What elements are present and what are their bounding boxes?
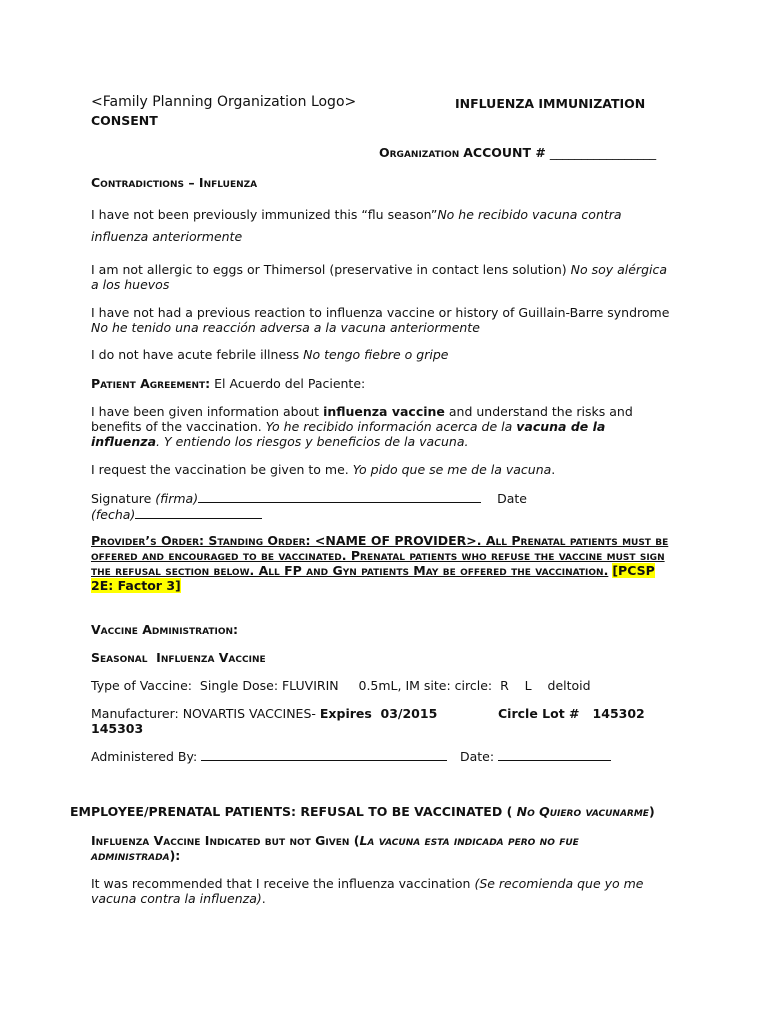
contraindications-heading: Contradictions – Influenza xyxy=(91,175,258,190)
agreement-heading-en: Patient Agreement: xyxy=(91,376,211,391)
text: . xyxy=(261,891,266,906)
fecha-row xyxy=(91,506,671,522)
vaccine-type-line: Type of Vaccine: Single Dose: FLUVIRIN 0.5mL, IM site: circle: R L deltoid xyxy=(91,678,591,693)
item-text-es: No he recibido vacuna contra influenza anteriormente xyxy=(91,207,622,244)
account-blank[interactable]: _________________ xyxy=(549,145,657,160)
date-line[interactable] xyxy=(135,506,262,519)
item-text-es: No soy alérgica a los huevos xyxy=(91,262,668,292)
text: . Y entiendo los riesgos y beneficios de la vacuna. xyxy=(156,434,469,449)
refusal-subheading xyxy=(91,833,671,863)
lot-number-2: 145303 xyxy=(91,721,144,736)
refusal-heading-es: No Quiero vacunarme xyxy=(516,804,649,819)
refusal-sub-en: Influenza Vaccine Indicated but not Given ( xyxy=(91,833,360,848)
form-title: INFLUENZA IMMUNIZATION xyxy=(455,96,646,111)
form-title-continued: CONSENT xyxy=(91,113,158,128)
administered-by-line[interactable] xyxy=(201,748,447,761)
manufacturer-label: Manufacturer: NOVARTIS VACCINES- xyxy=(91,706,320,721)
providers-order-text: Provider’s Order: Standing Order: <NAME OF PROVIDER>. All Prenatal patients must be offered and encouraged to be vaccinated. Prenatal patients who refuse the vaccine must sign the refusal section below. All FP and Gyn patients May be offered the vaccination. xyxy=(91,533,669,578)
admin-date-row xyxy=(460,748,611,764)
org-label: Organization xyxy=(379,145,460,160)
text: It was recommended that I receive the influenza vaccination xyxy=(91,876,475,891)
text: vacuna de la influenza xyxy=(91,419,606,449)
expires: Expires 03/2015 xyxy=(319,706,438,721)
refusal-paragraph xyxy=(91,876,671,906)
item-text-es: No he tenido una reacción adversa a la vacuna anteriormente xyxy=(91,320,480,335)
text: ) xyxy=(648,804,655,819)
contraindication-item-4 xyxy=(91,347,671,362)
logo-placeholder: <Family Planning Organization Logo> xyxy=(91,94,357,110)
text: . xyxy=(551,462,556,477)
text: and understand the risks and benefits of the vaccination. xyxy=(91,404,633,434)
account-label: ACCOUNT # xyxy=(463,145,546,160)
item-text-es: No tengo fiebre o gripe xyxy=(303,347,449,362)
fecha-label: (fecha) xyxy=(91,507,136,522)
refusal-sub-es: La vacuna esta indicada pero no fue administrada xyxy=(91,833,579,863)
text: I have been given information about xyxy=(91,404,324,419)
text: Yo he recibido información acerca de la xyxy=(265,419,517,434)
item-text-en: I have not had a previous reaction to influenza vaccine or history of Guillain-Barre syndrome xyxy=(91,305,670,320)
text: Yo pido que se me de la vacuna xyxy=(352,462,552,477)
agreement-paragraph xyxy=(91,404,671,449)
contraindication-item-3 xyxy=(91,305,671,335)
providers-order xyxy=(91,533,681,593)
agreement-heading-es: El Acuerdo del Paciente: xyxy=(210,376,366,391)
circle-lot: Circle Lot # 145302 xyxy=(498,706,645,721)
date-label: Date xyxy=(497,491,527,506)
contraindication-item-1 xyxy=(91,204,671,248)
patient-agreement-heading xyxy=(91,376,671,391)
request-paragraph xyxy=(91,462,671,477)
text: influenza vaccine xyxy=(323,404,445,419)
vaccine-admin-heading: Vaccine Administration: xyxy=(91,622,239,637)
text: I request the vaccination be given to me. xyxy=(91,462,353,477)
signature-line[interactable] xyxy=(198,490,481,503)
admin-date-label: Date: xyxy=(460,749,499,764)
item-text-en: I have not been previously immunized this “flu season” xyxy=(91,207,438,222)
text: (Se recomienda que yo me vacuna contra la influenza) xyxy=(91,876,644,906)
seasonal-vaccine-heading: Seasonal Influenza Vaccine xyxy=(91,650,266,665)
signature-row xyxy=(91,490,671,506)
signature-label-es: (firma) xyxy=(155,491,199,506)
refusal-heading xyxy=(70,804,655,819)
contraindication-item-2 xyxy=(91,262,671,292)
pcsp-highlight: [PCSP 2E: Factor 3] xyxy=(91,563,655,593)
refusal-heading-en: EMPLOYEE/PRENATAL PATIENTS: REFUSAL TO BE VACCINATED ( xyxy=(70,804,517,819)
administered-by-label: Administered By: xyxy=(91,749,202,764)
item-text-en: I am not allergic to eggs or Thimersol (preservative in contact lens solution) xyxy=(91,262,571,277)
organization-account xyxy=(379,145,656,160)
admin-date-line[interactable] xyxy=(498,748,611,761)
signature-label: Signature xyxy=(91,491,156,506)
item-text-en: I do not have acute febrile illness xyxy=(91,347,304,362)
text: ): xyxy=(169,848,181,863)
